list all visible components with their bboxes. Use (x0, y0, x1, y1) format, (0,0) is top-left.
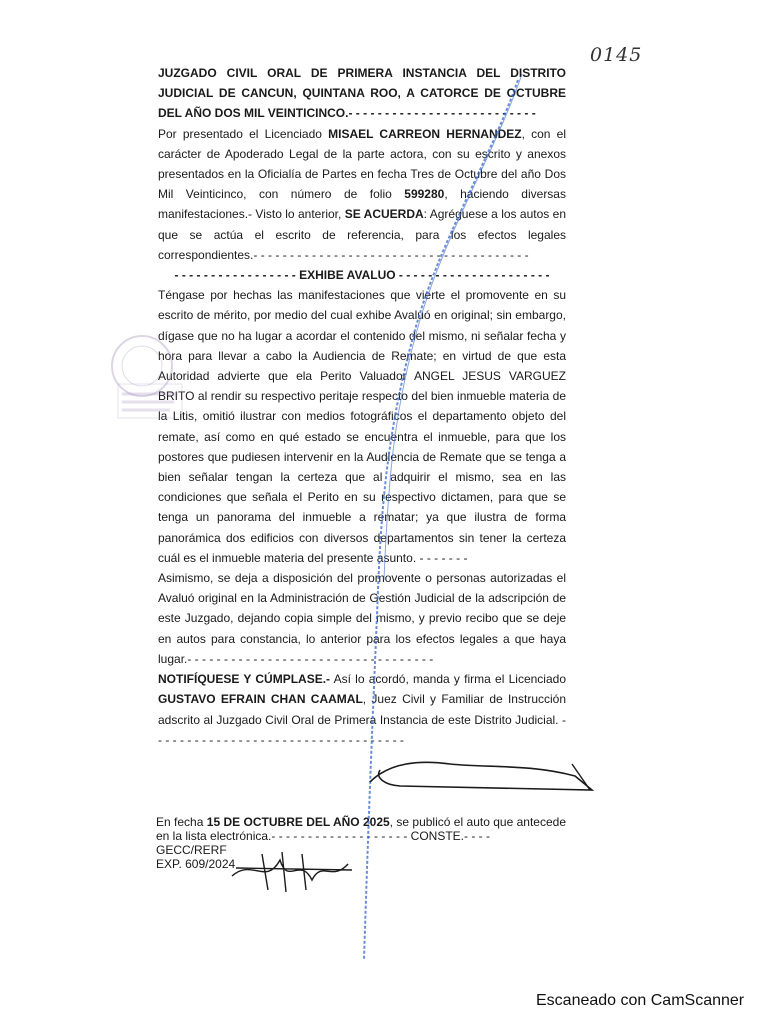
text-segment: Por presentado el Licenciado (158, 126, 329, 141)
text-segment: , Juez Civil y Familiar de Instrucción adscrito al Juzgado Civil Oral de Primera Instancia de este Distrito Judicial. - - - - - - - - - - - - - - - - - - - - - - - - - - - - - - - - - - - (158, 692, 566, 747)
notification-label: NOTIFÍQUESE Y CÚMPLASE.- (158, 672, 331, 687)
page-number: 0145 (590, 44, 643, 66)
publication-note (156, 815, 566, 843)
paragraph-presentation (158, 124, 566, 265)
folio-number: 599280 (404, 187, 445, 202)
text-segment: : Agréguese a los autos en que se actúa el escrito de referencia, para los efectos legales correspondientes.- - - - - - - - - - - - - - - - - - - - - - - - - - - - - - - - - - - - - - (158, 207, 566, 262)
paragraph-avaluo: Téngase por hechas las manifestaciones que vierte el promovente en su escrito de mérito, por medio del cual exhibe Avaluó en original; sin embargo, dígase que no ha lugar a acordar el contenido del mismo, ni señalar fecha y hora para llevar a cabo la Audiencia de Remate; en virtud de que esta Autoridad advierte que ela Perito Valuador ANGEL JESUS VARGUEZ BRITO al rendir su respectivo peritaje respecto del bien inmueble materia de la Litis, omitió ilustrar con medios fotográficos el departamento objeto del remate, así como en qué estado se encuentra el inmueble, para que los postores que pudiesen intervenir en la Audiencia de Remate que se tenga a bien señalar tengan la certeza que al adquirir el mismo, sea en las condiciones que señala el Perito en su respectivo dictamen, para que se tenga un panorama del inmueble a rematar; ya que ilustra de forma panorámica dos edificios con diversos departamentos sin tener la certeza cuál es el inmueble materia del presente asunto. - - - - - - - (158, 288, 566, 565)
file-number: EXP. 609/2024 (156, 857, 236, 871)
camscanner-watermark: Escaneado con CamScanner (536, 992, 745, 1009)
text-segment: , se publicó el auto que antecede en la lista electrónica.- - - - - - - - - - - - - - - - - - - CONSTE.- - - - (156, 815, 567, 843)
judge-signature (360, 742, 600, 802)
judge-name: GUSTAVO EFRAIN CHAN CAAMAL (158, 692, 363, 707)
publication-footer (156, 815, 566, 871)
attorney-name: MISAEL CARREON HERNANDEZ (328, 126, 522, 141)
text-segment: En fecha (156, 815, 207, 829)
text-segment: , haciendo diversas manifestaciones.- Visto lo anterior, (158, 187, 566, 222)
paragraph-notification (158, 669, 566, 750)
text-segment: Así lo acordó, manda y firma el Licenciado (330, 672, 566, 687)
se-acuerda-label: SE ACUERDA (344, 207, 424, 222)
court-order-body (158, 63, 566, 750)
paragraph-disposition: Asimismo, se deja a disposición del promovente o personas autorizadas el Avaluó original en la Administración de Gestión Judicial de la adscripción de este Juzgado, dejando copia simple del mismo, y previo recibo que se deje en autos para constancia, lo anterior para los efectos legales a que haya lugar.- - - - - - - - - - - - - - - - - - - - - - - - - - - - - - - - - - (158, 571, 566, 666)
initials: GECC/RERF (156, 843, 227, 857)
document-heading: JUZGADO CIVIL ORAL DE PRIMERA INSTANCIA DEL DISTRITO JUDICIAL DE CANCUN, QUINTANA ROO, A CATORCE DE OCTUBRE DEL AÑO DOS MIL VEINTICINCO.- - - - - - - - - - - - - - - - - - - - - - - - - - (158, 66, 566, 121)
text-segment: , con el carácter de Apoderado Legal de la parte actora, con su escrito y anexos presentados en la Oficialía de Partes en fecha Tres de Octubre del año Dos Mil Veinticinco, con número de folio (158, 126, 566, 202)
section-title: - - - - - - - - - - - - - - - - - EXHIBE AVALUO - - - - - - - - - - - - - - - - - - - - - (174, 268, 550, 283)
publication-date: 15 DE OCTUBRE DEL AÑO 2025 (206, 815, 390, 829)
